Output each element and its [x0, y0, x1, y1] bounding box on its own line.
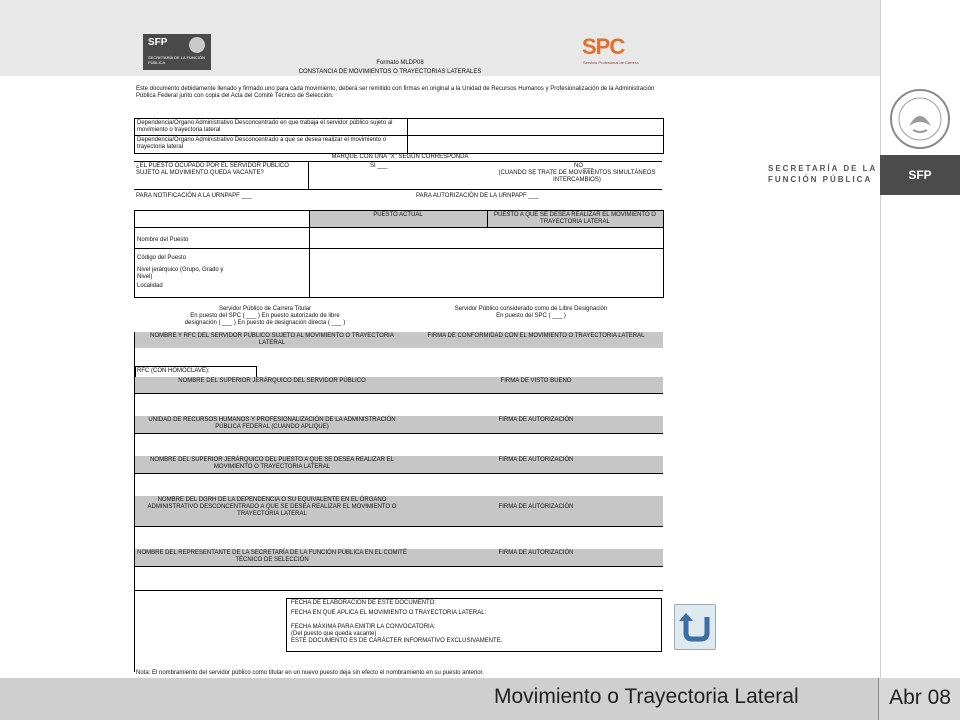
mexico-seal-icon: [889, 88, 951, 150]
sp-carrera-title: Servidor Público de Carrera Titular: [218, 306, 312, 312]
nombre-puesto-label: Nombre del Puesto: [137, 237, 189, 243]
vacante-no[interactable]: NO___: [574, 163, 594, 169]
firma-autorizacion-3: FIRMA DE AUTORIZACIÓN: [498, 504, 574, 510]
intro-paragraph: Este documento debidamente llenado y firmado uno para cada movimiento, deberá ser remitido con firmas en original a la Unidad de Recursos Humanos y Profesionalización de la Administración Pública Federal junto con copia del Acta del Comité Técnico de Selección.: [136, 86, 655, 99]
secretaria-line-1: SECRETARÍA DE LA: [768, 164, 878, 173]
firma-autorizacion-4: FIRMA DE AUTORIZACIÓN: [498, 550, 574, 556]
sfp-logo-subtitle: SECRETARÍA DE LA FUNCIÓN PÚBLICA: [148, 55, 205, 65]
sp-libre-title: Servidor Público considerado como de Libre Designación: [454, 306, 608, 312]
dependencia-table: [134, 118, 664, 154]
vacante-row: [134, 161, 662, 190]
footer-bar: [0, 678, 960, 720]
marque-label: MARQUE CON UNA "X" SEGÚN CORRESPONDA: [331, 154, 469, 160]
secretaria-line-2: FUNCIÓN PÚBLICA: [768, 175, 873, 184]
puesto-destino-header: PUESTO A QUE SE DESEA REALIZAR EL MOVIMIENTO O TRAYECTORIA LATERAL: [494, 212, 656, 225]
superior-header: NOMBRE DEL SUPERIOR JERÁRQUICO DEL SERVIDOR PÚBLICO: [178, 378, 366, 384]
nombre-rfc-header: NOMBRE Y RFC DEL SERVIDOR PÚBLICO SUJETO AL MOVIMIENTO O TRAYECTORIA LATERAL: [150, 333, 394, 346]
puesto-table: [134, 210, 664, 298]
sfp-logo-text: SFP: [148, 37, 168, 48]
firma-autorizacion-1: FIRMA DE AUTORIZACIÓN: [498, 417, 574, 423]
fechas-box: [286, 598, 662, 652]
firma-conformidad-header: FIRMA DE CONFORMIDAD CON EL MOVIMIENTO O TRAYECTORIA LATERAL: [427, 333, 645, 339]
nota: Nota: El nombramiento del servidor público como titular en un nuevo puesto deja sin efecto el nombramiento en su puesto anterior.: [136, 670, 484, 676]
nivel-label: Nivel jerárquico (Grupo, Grado y Nivel): [137, 267, 224, 280]
sp-carrera-option-b[interactable]: designación ( ___ ) En puesto de designación directa ( ___ ): [184, 320, 346, 326]
representante-header: NOMBRE DEL REPRESENTANTE DE LA SECRETARÍA DE LA FUNCIÓN PÚBLICA EN EL COMITÉ TÉCNICO DE SELECCIÓN: [137, 550, 407, 563]
sfp-badge: SFP: [880, 155, 960, 195]
back-button[interactable]: [674, 604, 716, 650]
puesto-actual-header: PUESTO ACTUAL: [373, 212, 423, 218]
spc-logo-subtitle: Servicio Profesional de Carrera: [583, 60, 639, 65]
dgrh-header: NOMBRE DEL DGRH DE LA DEPENDENCIA O SU EQUIVALENTE EN EL ÓRGANO ADMINISTRATIVO DESCONCENTRADO A QUE SE DESEA REALIZAR EL MOVIMIENTO O TRAYECTORIA LATERAL: [147, 497, 397, 517]
fecha-maxima: FECHA MÁXIMA PARA EMITIR LA CONVOCATORIA:: [291, 624, 436, 630]
spc-logo: [580, 34, 652, 74]
fecha-maxima-note: (Del puesto que queda vacante): [291, 631, 377, 637]
document-title: CONSTANCIA DE MOVIMIENTOS O TRAYECTORIAS LATERALES: [298, 69, 482, 75]
vacante-si[interactable]: SI ___: [370, 163, 388, 169]
unidad-rh-header: UNIDAD DE RECURSOS HUMANOS Y PROFESIONALIZACIÓN DE LA ADMINISTRACIÓN PÚBLICA FEDERAL (CUANDO APLIQUE): [148, 417, 396, 430]
superior-destino-header: NOMBRE DEL SUPERIOR JERÁRQUICO DEL PUESTO A QUE SE DESEA REALIZAR EL MOVIMIENTO O TRAYECTORIA LATERAL: [150, 457, 394, 470]
mexico-seal-icon: [189, 37, 205, 53]
fecha-elaboracion: FECHA DE ELABORACIÓN DE ESTE DOCUMENTO:: [291, 600, 436, 606]
rfc-label: RFC (CON HOMOCLAVE):: [137, 368, 210, 374]
spc-logo-text: SPC: [582, 34, 625, 59]
dependencia-destino-label: Dependencia/Órgano Administrativo Desconcentrado a que se desea realizar el movimiento o trayectoria lateral: [137, 137, 387, 150]
sp-carrera-option-a[interactable]: En puesto del SPC ( ___ ) En puesto autorizado de libre: [190, 313, 340, 319]
informativo-note: ESTE DOCUMENTO ES DE CARÁCTER INFORMATIVO EXCLUSIVAMENTE.: [291, 638, 503, 644]
localidad-label: Localidad: [137, 283, 163, 289]
secretaria-label: [768, 163, 877, 185]
sp-libre-option[interactable]: En puesto del SPC ( ___ ): [496, 313, 566, 319]
footer-title: Movimiento o Trayectoria Lateral: [494, 685, 799, 708]
autorizacion-option[interactable]: PARA AUTORIZACIÓN DE LA URNPAPF ___: [416, 193, 539, 199]
visto-bueno-header: FIRMA DE VISTO BUENO: [500, 378, 572, 384]
fecha-aplica: FECHA EN QUE APLICA EL MOVIMIENTO O TRAYECTORIA LATERAL:: [291, 610, 487, 616]
back-arrow-icon: [675, 605, 715, 649]
format-code: Formato MLDP08: [376, 60, 424, 66]
footer-date: Abr 08: [878, 678, 960, 720]
firma-autorizacion-2: FIRMA DE AUTORIZACIÓN: [498, 457, 574, 463]
dependencia-origen-label: Dependencia/Órgano Administrativo Desconcentrado en que trabaja el servidor público sujeto al movimiento o trayectoria lateral: [137, 120, 393, 133]
vacante-no-note: (CUANDO SE TRATE DE MOVIMIENTOS SIMULTÁNEOS INTERCAMBIOS): [498, 170, 656, 183]
codigo-puesto-label: Código del Puesto: [137, 255, 187, 261]
vacante-question: ¿EL PUESTO OCUPADO POR EL SERVIDOR PÚBLICO SUJETO AL MOVIMIENTO QUEDA VACANTE?: [136, 163, 289, 176]
notificacion-option[interactable]: PARA NOTIFICACIÓN A LA URNPAPF ___: [136, 193, 252, 199]
